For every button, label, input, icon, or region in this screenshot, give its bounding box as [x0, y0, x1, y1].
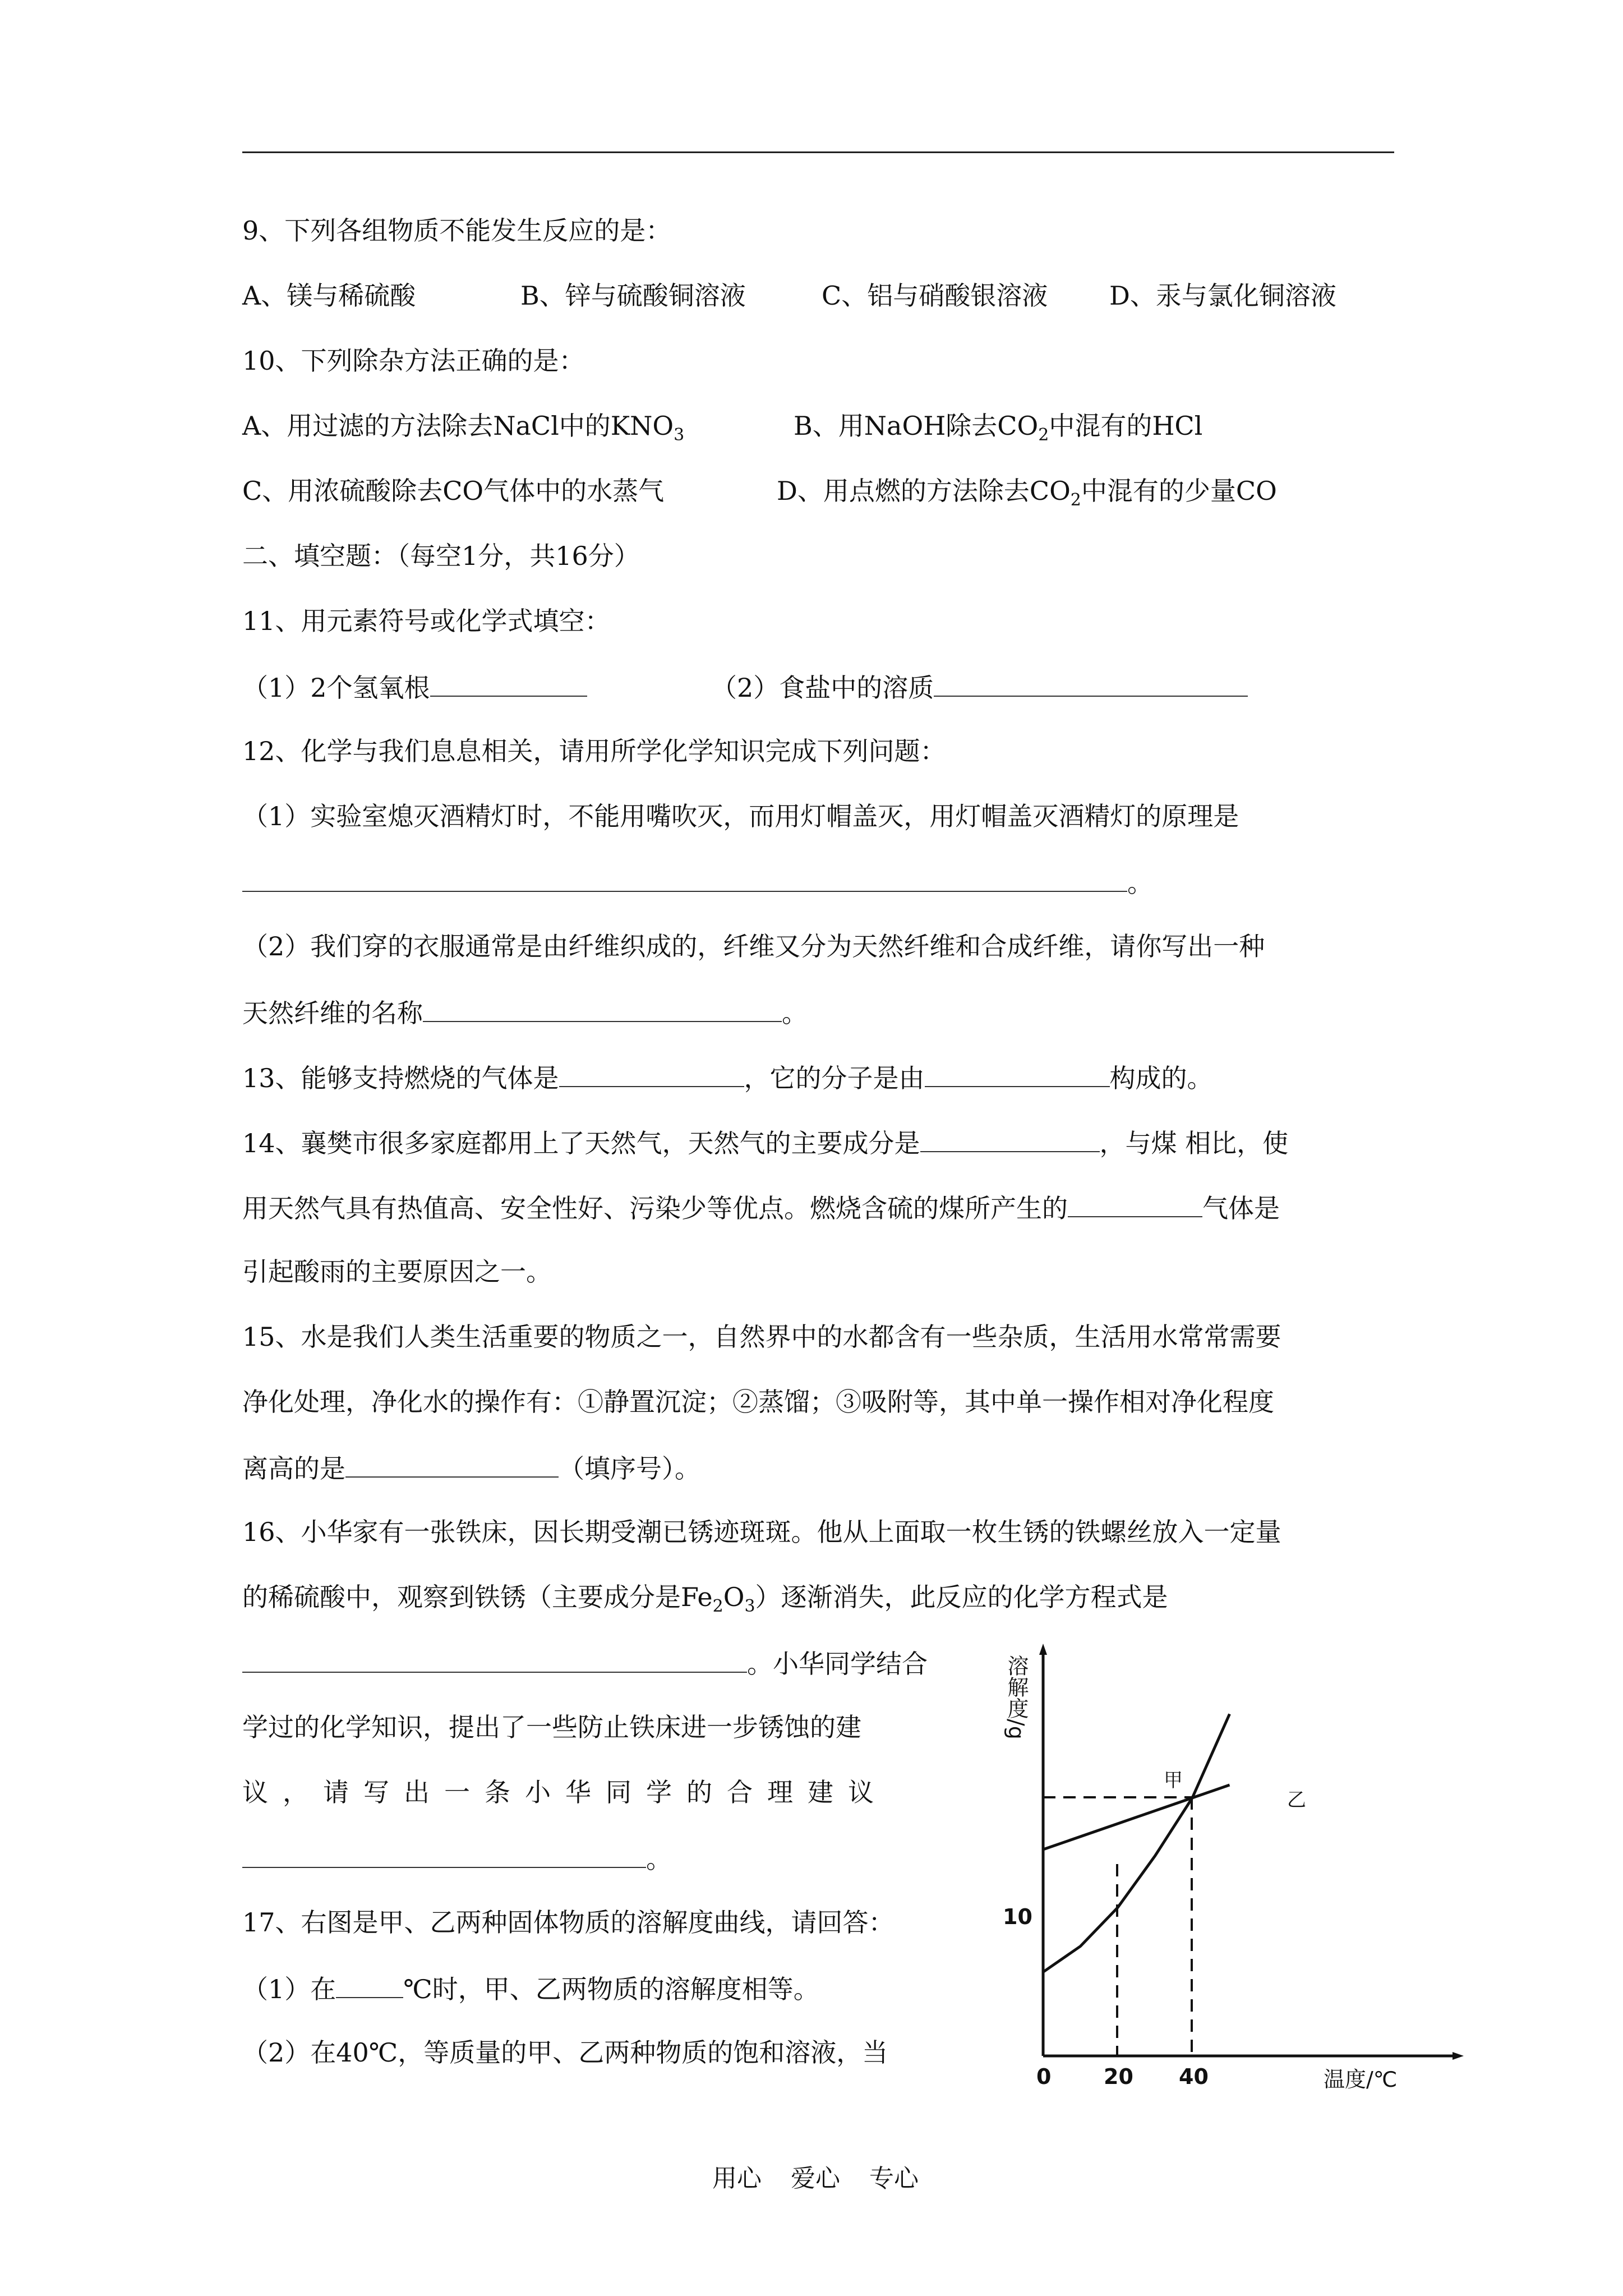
y-tick-label: 10 — [1003, 1904, 1032, 1929]
answer-blank[interactable] — [345, 1454, 559, 1478]
q16-line6: 。 — [242, 1844, 672, 1872]
q9-option-c: C、铝与硝酸银溶液 — [822, 280, 1048, 311]
x-tick-label: 0 — [1036, 2064, 1052, 2089]
q10-stem: 10、下列除杂方法正确的是： — [242, 346, 585, 376]
q16-line5: 议，请写出一条小华同学的合理建议 — [242, 1777, 888, 1807]
q9-option-a: A、镁与稀硫酸 — [242, 280, 416, 311]
curve-jia — [1043, 1714, 1230, 1972]
y-axis-label: 溶解度/g — [1004, 1655, 1029, 1740]
q12-part1: （1）实验室熄灭酒精灯时，不能用嘴吹灭，而用灯帽盖灭，用灯帽盖灭酒精灯的原理是 — [242, 801, 1239, 831]
x-axis-label: 温度/℃ — [1324, 2067, 1398, 2092]
x-tick-label: 20 — [1104, 2064, 1133, 2089]
q10-option-a: A、用过滤的方法除去NaCl中的$KNO_3$ — [242, 411, 685, 445]
q17-part1: （1）在 ℃时，甲、乙两物质的溶解度相等。 — [242, 1974, 819, 2004]
q16-line3: 。小华同学结合 — [242, 1649, 928, 1677]
q14-line2: 用天然气具有热值高、安全性好、污染少等优点。燃烧含硫的煤所产生的 气体是 — [242, 1193, 1280, 1223]
q13: 13、能够支持燃烧的气体是 ，它的分子是由 构成的。 — [242, 1063, 1213, 1093]
footer: 用心 爱心 专心 — [712, 2164, 919, 2193]
answer-blank[interactable] — [430, 673, 587, 697]
q12-part2-line1: （2）我们穿的衣服通常是由纤维织成的，纤维又分为天然纤维和合成纤维，请你写出一种 — [242, 931, 1265, 961]
q12-part2-line2: 天然纤维的名称 。 — [242, 998, 808, 1028]
answer-blank[interactable] — [1068, 1194, 1202, 1217]
series-label-yi: 乙 — [1287, 1789, 1306, 1811]
q11-part1: （1）2个氢氧根 — [242, 673, 587, 701]
answer-blank[interactable] — [934, 673, 1248, 697]
q17-part2: （2）在40℃，等质量的甲、乙两种物质的饱和溶液，当 — [242, 2037, 888, 2068]
solubility-chart — [976, 1638, 1469, 2098]
q16-line1: 16、小华家有一张铁床，因长期受潮已锈迹斑斑。他从上面取一枚生锈的铁螺丝放入一定量 — [242, 1517, 1281, 1547]
curve-yi — [1043, 1785, 1230, 1849]
q15-line1: 15、水是我们人类生活重要的物质之一，自然界中的水都含有一些杂质，生活用水常常需要 — [242, 1322, 1281, 1352]
q16-line4: 学过的化学知识，提出了一些防止铁床进一步锈蚀的建 — [242, 1712, 861, 1742]
header-rule — [242, 151, 1394, 153]
q10-option-b: B、用NaOH除去$CO_2$中混有的HCl — [794, 411, 1203, 445]
q14-line3: 引起酸雨的主要原因之一。 — [242, 1257, 552, 1287]
answer-blank[interactable] — [920, 1129, 1100, 1152]
q15-line3: 离高的是 （填序号）。 — [242, 1453, 700, 1484]
q9-option-d: D、汞与氯化铜溶液 — [1109, 280, 1336, 311]
q12-part1-answer: 。 — [242, 868, 1153, 896]
answer-blank[interactable] — [423, 999, 782, 1022]
q14-line1: 14、襄樊市很多家庭都用上了天然气，天然气的主要成分是 ，与煤 相比，使 — [242, 1128, 1289, 1158]
answer-blank[interactable] — [242, 1844, 646, 1868]
q17-stem: 17、右图是甲、乙两种固体物质的溶解度曲线，请回答： — [242, 1907, 895, 1938]
q10-option-c: C、用浓硫酸除去CO气体中的水蒸气 — [242, 476, 665, 506]
section-heading: 二、填空题：（每空1分，共16分） — [242, 541, 640, 571]
q9-stem: 9、下列各组物质不能发生反应的是： — [242, 215, 672, 246]
answer-blank[interactable] — [925, 1064, 1110, 1087]
q12-stem: 12、化学与我们息息相关，请用所学化学知识完成下列问题： — [242, 736, 946, 766]
x-tick-label: 40 — [1179, 2064, 1209, 2089]
q15-line2: 净化处理，净化水的操作有：①静置沉淀；②蒸馏；③吸附等，其中单一操作相对净化程度 — [242, 1387, 1274, 1417]
answer-blank[interactable] — [242, 868, 1127, 892]
series-label-jia: 甲 — [1164, 1769, 1183, 1792]
q11-part2: （2）食盐中的溶质 — [711, 673, 1248, 701]
q10-option-d: D、用点燃的方法除去$CO_2$中混有的少量CO — [777, 476, 1277, 510]
q11-stem: 11、用元素符号或化学式填空： — [242, 606, 611, 636]
q16-line2: 的稀硫酸中，观察到铁锈（主要成分是$Fe_2O_3$）逐渐消失，此反应的化学方程式是 — [242, 1582, 1168, 1617]
answer-blank[interactable] — [559, 1064, 744, 1087]
answer-blank[interactable] — [242, 1649, 747, 1673]
answer-blank[interactable] — [336, 1975, 403, 1998]
q9-option-b: B、锌与硫酸铜溶液 — [520, 280, 746, 311]
